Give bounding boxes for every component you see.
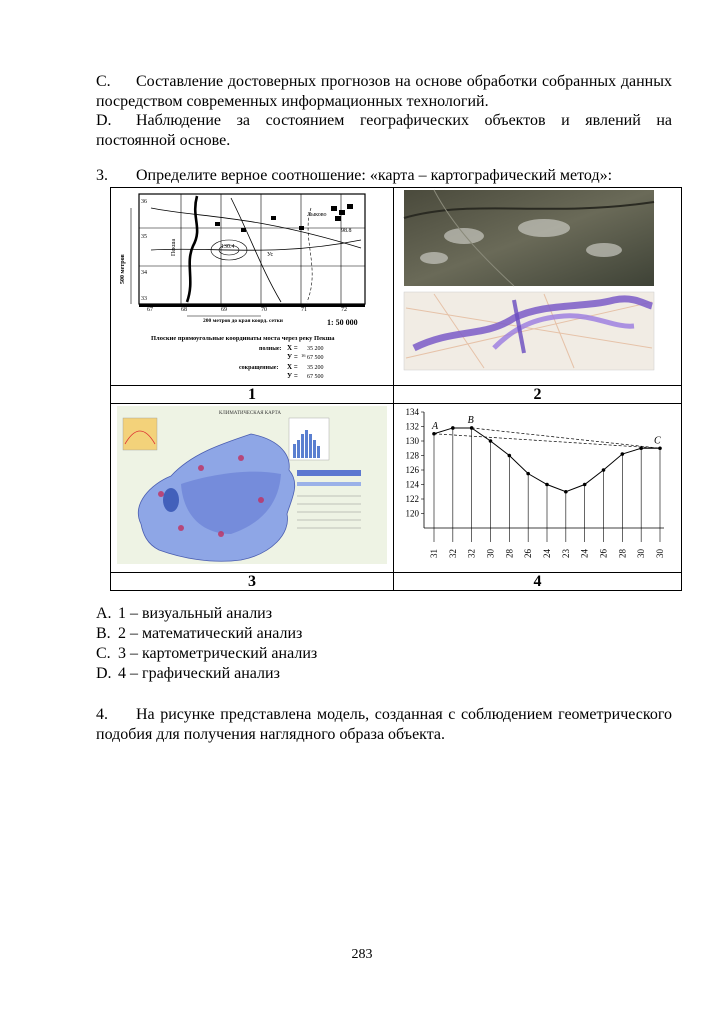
profile-point bbox=[470, 426, 474, 430]
grid-number: 35 bbox=[141, 234, 147, 240]
place-lykovo: Лыково bbox=[307, 212, 327, 218]
y-tick-label: 122 bbox=[405, 494, 419, 504]
y-tick-label: 130 bbox=[405, 436, 419, 446]
grid-number: 72 bbox=[341, 307, 347, 313]
y-short: 67 500 bbox=[307, 374, 324, 380]
option-label: D. bbox=[96, 112, 112, 129]
profile-point bbox=[451, 426, 455, 430]
x-tick-label: 24 bbox=[542, 549, 552, 558]
y-tick-label: 120 bbox=[405, 508, 419, 519]
answer-text: 1 – визуальный анализ bbox=[118, 605, 273, 622]
y-tick-label: 134 bbox=[405, 407, 419, 417]
point-label: B bbox=[467, 414, 474, 426]
answer-text: 2 – математический анализ bbox=[118, 625, 303, 642]
x-full: 35 200 bbox=[307, 346, 324, 352]
answer-option bbox=[96, 664, 317, 684]
x-tick-label: 28 bbox=[504, 549, 515, 558]
y-prefix: 16 bbox=[301, 353, 306, 358]
profile-point bbox=[602, 468, 606, 472]
figure-topo-map bbox=[111, 188, 394, 386]
figure-table bbox=[110, 187, 682, 591]
spot-height-2: 98.8 bbox=[341, 228, 352, 234]
answer-label: A. bbox=[96, 605, 112, 622]
question-text: Определите верное соотношение: «карта – картографический метод»: bbox=[136, 167, 613, 184]
x-tick-label: 32 bbox=[447, 549, 458, 558]
question-number: 3. bbox=[96, 167, 108, 184]
option-text: Составление достоверных прогнозов на основе обработки собранных данных посредством современных информационных технологий. bbox=[96, 73, 672, 110]
figure-label-2: 2 bbox=[394, 386, 682, 404]
question-text: На рисунке представлена модель, созданная с соблюдением геометрического подобия для получения наглядного образа объекта. bbox=[96, 706, 672, 743]
answer-label: D. bbox=[96, 665, 112, 682]
profile-point bbox=[508, 454, 512, 458]
grid-number: 34 bbox=[141, 270, 147, 276]
climate-map-title: КЛИМАТИЧЕСКАЯ КАРТА bbox=[219, 411, 281, 416]
grid-number: 69 bbox=[221, 307, 227, 313]
satellite-image bbox=[404, 190, 654, 286]
place-us: Ус bbox=[267, 252, 274, 258]
vertical-scale-label: 500 метров bbox=[120, 254, 126, 284]
answer-label: B. bbox=[96, 625, 111, 642]
answer-options bbox=[96, 604, 317, 684]
grid-number: 36 bbox=[141, 199, 147, 205]
answer-text: 4 – графический анализ bbox=[118, 665, 280, 682]
y-letter: У = bbox=[287, 353, 298, 361]
spot-height-1: 130.4 bbox=[221, 244, 235, 250]
y-tick-label: 132 bbox=[405, 421, 419, 432]
x-tick-label: 23 bbox=[560, 549, 571, 558]
profile-point bbox=[658, 446, 662, 450]
y-tick-label: 128 bbox=[405, 450, 419, 461]
x-letter: X = bbox=[287, 344, 298, 352]
x-tick-label: 32 bbox=[466, 549, 477, 558]
profile-line bbox=[434, 428, 660, 492]
y-letter: У = bbox=[287, 372, 298, 380]
figure-climate-map bbox=[111, 404, 394, 573]
question-3 bbox=[96, 167, 672, 185]
page-number: 283 bbox=[351, 947, 373, 962]
answer-option bbox=[96, 644, 317, 664]
point-label: A bbox=[432, 420, 439, 432]
answer-text: 3 – картометрический анализ bbox=[118, 645, 318, 662]
climate-map bbox=[111, 404, 393, 567]
x-tick-label: 30 bbox=[485, 549, 496, 558]
profile-chart bbox=[394, 404, 681, 567]
y-full: 67 500 bbox=[307, 355, 324, 361]
figure-label-1: 1 bbox=[111, 386, 394, 404]
profile-point bbox=[432, 432, 436, 436]
profile-point bbox=[545, 483, 549, 487]
profile-point bbox=[583, 483, 587, 487]
figure-label-4: 4 bbox=[394, 573, 682, 591]
x-tick-label: 31 bbox=[429, 549, 439, 558]
paragraph-d bbox=[96, 111, 672, 150]
y-tick-label: 126 bbox=[405, 465, 419, 475]
x-letter: X = bbox=[287, 363, 298, 371]
option-text: Наблюдение за состоянием географических объектов и явлений на постоянной основе. bbox=[96, 112, 672, 149]
x-tick-label: 24 bbox=[579, 549, 590, 558]
point-label: C bbox=[654, 435, 661, 447]
satellite-and-traffic-images bbox=[394, 188, 681, 380]
grid-number: 67 bbox=[147, 307, 153, 313]
answer-option bbox=[96, 624, 317, 644]
y-tick-label: 124 bbox=[405, 479, 419, 490]
answer-label: C. bbox=[96, 645, 111, 662]
topographic-map bbox=[111, 188, 393, 380]
short-label: сокращенные: bbox=[239, 365, 279, 371]
grid-number: 68 bbox=[181, 307, 187, 313]
profile-point bbox=[526, 472, 530, 476]
full-label: полные: bbox=[259, 346, 282, 352]
option-label: C. bbox=[96, 73, 111, 90]
traffic-map bbox=[404, 292, 654, 370]
grid-number: 33 bbox=[141, 296, 147, 302]
map-scale: 1: 50 000 bbox=[327, 318, 358, 327]
margin-label: 200 метров до края коорд. сетки bbox=[203, 318, 283, 324]
coords-title: Плоские прямоугольные координаты моста через реку Пекша bbox=[151, 335, 335, 342]
answer-option bbox=[96, 604, 317, 624]
profile-point bbox=[639, 446, 643, 450]
x-tick-label: 26 bbox=[523, 549, 534, 558]
x-tick-label: 30 bbox=[655, 549, 665, 558]
figure-label-3: 3 bbox=[111, 573, 394, 591]
paragraph-c bbox=[96, 72, 672, 111]
grid-number: 70 bbox=[261, 307, 267, 313]
x-short: 35 200 bbox=[307, 365, 324, 371]
figure-satellite-map bbox=[394, 188, 682, 386]
profile-point bbox=[564, 490, 568, 494]
question-number: 4. bbox=[96, 706, 108, 723]
x-tick-label: 30 bbox=[636, 549, 647, 558]
x-tick-label: 26 bbox=[598, 549, 609, 558]
profile-point bbox=[489, 439, 493, 443]
x-tick-label: 28 bbox=[617, 549, 628, 558]
figure-profile bbox=[394, 404, 682, 573]
profile-point bbox=[621, 452, 625, 456]
question-4 bbox=[96, 705, 672, 744]
grid-number: 71 bbox=[301, 307, 307, 313]
place-peksha: Пекша bbox=[171, 238, 177, 256]
